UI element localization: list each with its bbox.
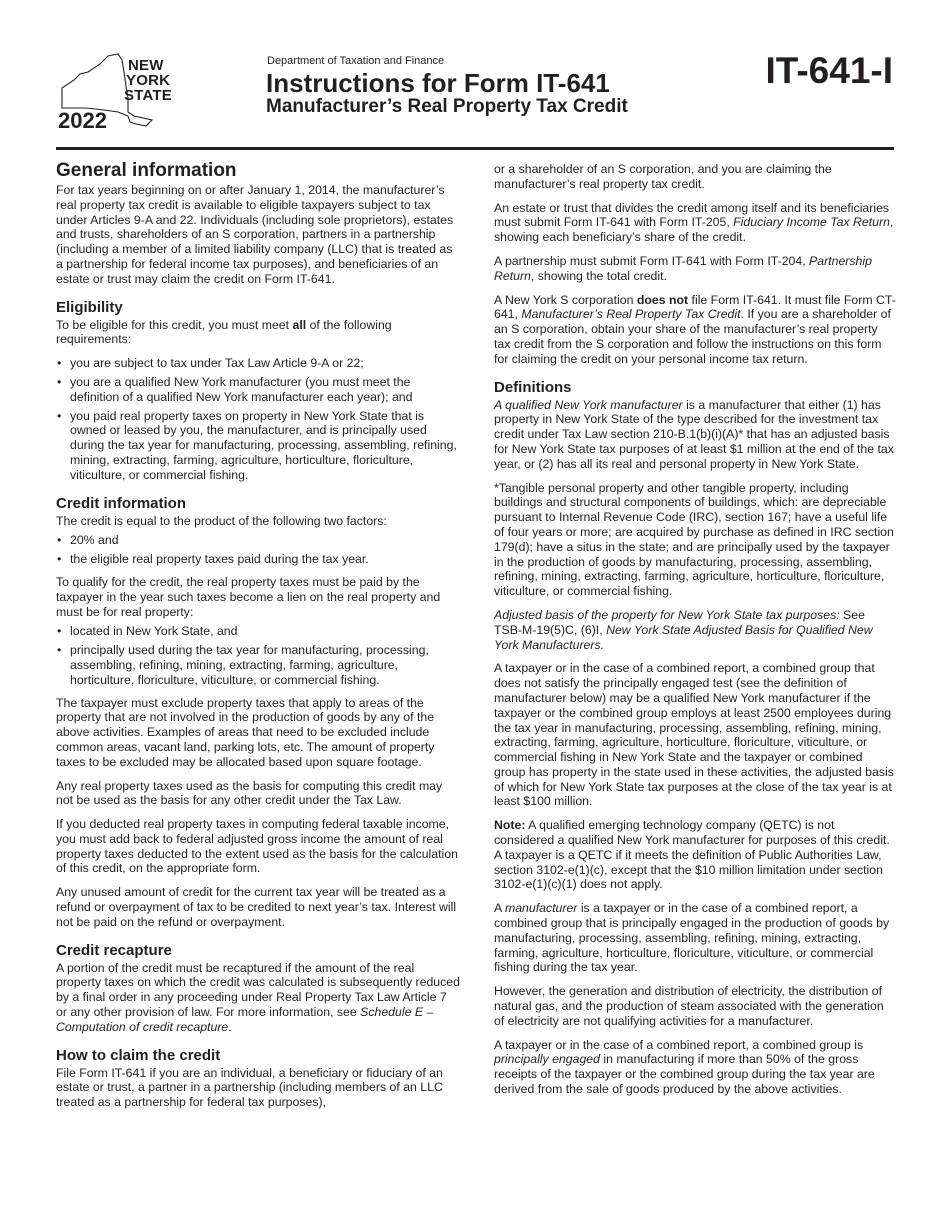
credit-info-intro: The credit is equal to the product of the following two factors:: [56, 513, 387, 528]
claim-estate-trust: An estate or trust that divides the credit among itself and its beneficiaries must submit Form IT-641 with Form IT-205, Fiduciary Income Tax Return, showing each beneficiary’s share of the credit.: [494, 200, 894, 245]
tax-year: 2022: [58, 108, 107, 133]
right-column: [494, 158, 896, 1106]
left-column: [56, 158, 461, 1119]
definitions-heading: Definitions: [494, 378, 572, 396]
list-item: • 20% and: [56, 533, 461, 548]
claim-partnership: A partnership must submit Form IT-641 with Form IT-204, Partnership Return, showing the total credit.: [494, 253, 872, 283]
definition-qualified-manufacturer: A qualified New York manufacturer is a manufacturer that either (1) has property in New York State of the type described for the investment tax credit under Tax Law section 210-B.1(b)(i)(A)* that has an adjusted basis for New York State tax purposes of at least $1 million at the end of the tax year, or (2) has all its real and personal property in New York State.: [494, 397, 894, 471]
definition-adjusted-basis: Adjusted basis of the property for New York State tax purposes: See TSB-M-19(5)C, (6)I, New York State Adjusted Basis for Qualified New York Manufacturers.: [494, 607, 873, 652]
definition-manufacturer: A manufacturer is a taxpayer or in the case of a combined report, a combined group that is principally engaged in the production of goods by manufacturing, processing, assembling, refining, mining, extracting, farming, agriculture, horticulture, floriculture, viticulture, or commercial fishing during the tax year.: [494, 901, 890, 975]
eligibility-list: [56, 356, 461, 482]
definition-principally-engaged: A taxpayer or in the case of a combined report, a combined group is principally engaged in manufacturing if more than 50% of the gross receipts of the taxpayer or the combined group during the tax year are derived from the sale of goods produced by the above activities.: [494, 1037, 875, 1097]
list-item: • the eligible real property taxes paid during the tax year.: [56, 552, 461, 567]
recapture-text: A portion of the credit must be recaptured if the amount of the real property taxes on which the credit was calculated is subsequently reduced by a final order in any proceeding under Real Property Tax Law Article 7 or any other provision of law. For more information, see Schedule E – Computation of credit recapture.: [56, 960, 460, 1034]
credit-info-exclusion: The taxpayer must exclude property taxes that apply to areas of the property that are not involved in the production of goods by any of the above activities. Examples of areas that need to be excluded include common areas, vacant land, parking lots, etc. The amount of property taxes to be excluded may be allocated based upon square footage.: [56, 695, 435, 769]
recapture-heading: Credit recapture: [56, 941, 172, 959]
department-name: Department of Taxation and Finance: [267, 55, 445, 67]
list-item: • located in New York State, and: [56, 624, 461, 639]
credit-factors-list: [56, 533, 461, 567]
credit-info-heading: Credit information: [56, 494, 186, 512]
list-item: • you paid real property taxes on property in New York State that is owned or leased by you, the manufacturer, and is principally used during the tax year for manufacturing, processing, assembling, refining, mining, extracting, farming, agriculture, horticulture, floriculture, viticulture, or commercial fishing.: [56, 409, 461, 483]
claim-heading: How to claim the credit: [56, 1046, 221, 1064]
credit-info-refund: Any unused amount of credit for the current tax year will be treated as a refund or overpayment of tax to be credited to next year’s tax. Interest will not be paid on the refund or overpayment.: [56, 885, 457, 929]
nys-logo: [56, 50, 184, 134]
claim-text: File Form IT-641 if you are an individual, a beneficiary or fiduciary of an estate or trust, a partner in a partnership (including members of an LLC treated as a partnership for federal tax purposes),: [56, 1065, 443, 1110]
list-item: • you are subject to tax under Tax Law Article 9-A or 22;: [56, 356, 461, 371]
list-item: • you are a qualified New York manufacturer (you must meet the definition of a qualified New York manufacturer each year); and: [56, 375, 461, 405]
logo-word-state: STATE: [124, 87, 172, 104]
property-conditions-list: [56, 624, 461, 687]
logo-word-new: NEW: [128, 57, 164, 74]
credit-info-basis: Any real property taxes used as the basis for computing this credit may not be used as the basis for any other credit under the Tax Law.: [56, 778, 443, 808]
credit-info-qualify: To qualify for the credit, the real property taxes must be paid by the taxpayer in the year such taxes become a lien on the real property and must be for real property:: [56, 574, 441, 619]
list-item: • principally used during the tax year for manufacturing, processing, assembling, refining, mining, extracting, farming, agriculture, horticulture, floriculture, viticulture, or commercial fishing.: [56, 643, 461, 687]
eligibility-intro: To be eligible for this credit, you must meet all of the following requirements:: [56, 317, 392, 347]
definition-nonqualifying: However, the generation and distribution of electricity, the distribution of natural gas, and the production of steam associated with the generation of electricity are not qualifying activities for a manufacturer.: [494, 984, 884, 1028]
eligibility-heading: Eligibility: [56, 298, 123, 316]
general-info-heading: General information: [56, 160, 237, 181]
general-info-text: For tax years beginning on or after January 1, 2014, the manufacturer’s real property tax credit is available to eligible taxpayers subject to tax under Articles 9-A and 22. Individuals (including sole proprietors), estates and trusts, shareholders of an S corporation, partners in a partnership (including a member of a limited liability company (LLC) that is treated as a partnership for federal income tax purposes), and beneficiaries of an estate or trust may claim the credit on Form IT-641.: [56, 183, 454, 286]
page-header: [0, 0, 950, 150]
page-title: Instructions for Form IT-641: [266, 68, 610, 98]
form-number: IT-641-I: [765, 50, 893, 91]
claim-s-corporation: A New York S corporation does not file Form IT-641. It must file Form CT-641, Manufacturer’s Real Property Tax Credit. If you are a shareholder of an S corporation, obtain your share of the manufacturer’s real property tax credit from the S corporation and follow the instructions on this form for claiming the credit on your personal income tax return.: [494, 292, 896, 366]
claim-text-continued: or a shareholder of an S corporation, and you are claiming the manufacturer’s real property tax credit.: [494, 162, 832, 191]
header-divider: [56, 147, 894, 150]
definition-tangible-property: *Tangible personal property and other tangible property, including buildings and structural components of buildings, which: are depreciable pursuant to Internal Revenue Code (IRC), section 167; have a useful life of four years or more; are acquired by purchase as defined in IRC section 179(d); have a situs in the state; and are principally used by the taxpayer in the production of goods by manufacturing, processing, assembling, refining, mining, extracting, farming, agriculture, horticulture, floriculture, viticulture, or commercial fishing.: [494, 480, 894, 599]
page-subtitle: Manufacturer’s Real Property Tax Credit: [266, 96, 628, 117]
definition-qetc-note: Note: A qualified emerging technology company (QETC) is not considered a qualified New York manufacturer for purposes of this credit. A taxpayer is a QETC if it meets the definition of Public Authorities Law, section 3102-e(1)(c), except that the $10 million limitation under section 3102-e(1)(c)(1) does not apply.: [494, 818, 890, 892]
definition-employee-test: A taxpayer or in the case of a combined report, a combined group that does not satisfy the principally engaged test (see the definition of manufacturer below) may be a qualified New York manufacturer if the taxpayer or the combined group employs at least 2500 employees during the tax year in manufacturing, processing, assembling, refining, mining, extracting, farming, agriculture, horticulture, floriculture, viticulture, or commercial fishing in New York State and the taxpayer or combined group has property in the state used in these activities, the adjusted basis of which for New York State tax purposes at the close of the tax year is at least $100 million.: [494, 661, 894, 809]
credit-info-addback: If you deducted real property taxes in computing federal taxable income, you must add back to federal adjusted gross income the amount of real property taxes deducted to the extent used as the basis for the calculation of this credit, on the appropriate form.: [56, 817, 458, 876]
logo-word-york: YORK: [126, 72, 171, 89]
